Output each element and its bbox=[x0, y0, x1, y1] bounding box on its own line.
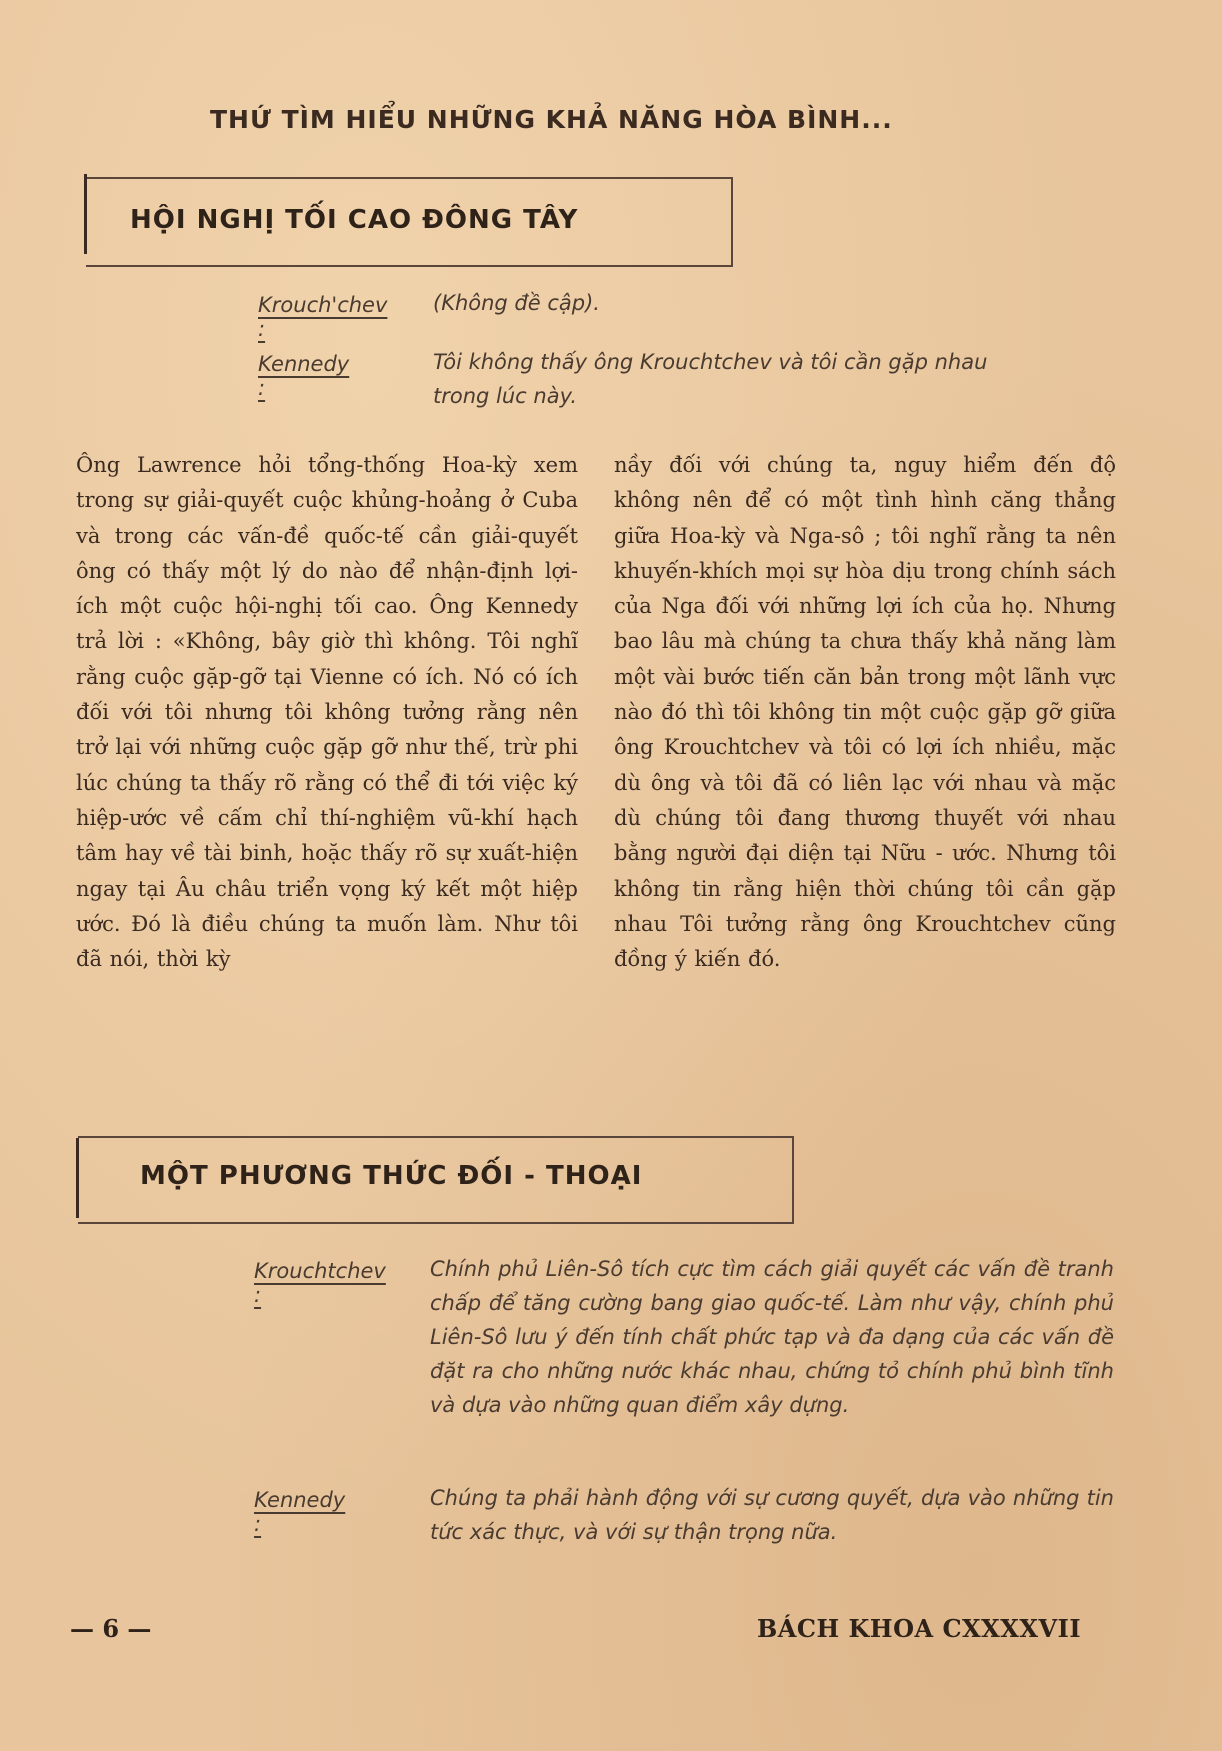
section1-left-bar bbox=[84, 174, 87, 254]
section2-speech-krouchtchev: Chính phủ Liên-Sô tích cực tìm cách giải quyết các vấn đề tranh chấp để tăng cường bang giao quốc-tế. Làm như vậy, chính phủ Liên-Sô lưu ý đến tính chất phức tạp và đa dạng của các vấn đề đặt ra cho những nước khác nhau, chứng tỏ chính phủ bình tĩnh và dựa vào những quan điểm xây dựng. bbox=[430, 1257, 1114, 1417]
page-number: — 6 — bbox=[70, 1614, 152, 1643]
section1-title: HỘI NGHỊ TỐI CAO ĐÔNG TÂY bbox=[130, 205, 579, 235]
section1-speaker-kennedy: Kennedy : bbox=[258, 352, 350, 400]
section1-speech-kennedy-line2: trong lúc này. bbox=[433, 384, 578, 408]
section2-speaker-krouchtchev: Krouchtchev : bbox=[254, 1259, 386, 1307]
section1-speaker-krouchtchev: Krouch'chev : bbox=[258, 293, 388, 341]
publication-name: BÁCH KHOA CXXXXVII bbox=[757, 1614, 1082, 1643]
section2-title: MỘT PHƯƠNG THỨC ĐỐI - THOẠI bbox=[140, 1161, 643, 1191]
section1-speech-krouchtchev: (Không đề cập). bbox=[433, 291, 600, 315]
body-left-column: Ông Lawrence hỏi tổng-thống Hoa-kỳ xem trong sự giải-quyết cuộc khủng-hoảng ở Cuba và trong các vấn-đề quốc-tế cần giải-quyết ông có thấy một lý do nào để nhận-định lợi-ích một cuộc hội-nghị tối cao. Ông Kennedy trả lời : «Không, bây giờ thì không. Tôi nghĩ rằng cuộc gặp-gỡ tại Vienne có ích. Nó có ích đối với tôi nhưng tôi không tưởng rằng nên trở lại với những cuộc gặp gỡ như thế, trừ phi lúc chúng ta thấy rõ rằng có thể đi tới việc ký hiệp-ước về cấm chỉ thí-nghiệm vũ-khí hạch tâm hay về tài binh, hoặc thấy rõ sự xuất-hiện ngay tại Âu châu triển vọng ký kết một hiệp ước. Đó là điều chúng ta muốn làm. Như tôi đã nói, thời kỳ bbox=[76, 453, 578, 972]
body-right-column: nầy đối với chúng ta, nguy hiểm đến độ không nên để có một tình hình căng thẳng giữa Hoa-kỳ và Nga-sô ; tôi nghĩ rằng ta nên khuyến-khích mọi sự hòa dịu trong chính sách của Nga đối với những lợi ích của họ. Nhưng bao lâu mà chúng ta chưa thấy khả năng làm một vài bước tiến căn bản trong một lãnh vực nào đó thì tôi không tin một cuộc gặp gỡ giữa ông Krouchtchev và tôi có lợi ích nhiều, mặc dù ông và tôi đã có liên lạc với nhau và mặc dù chúng tôi đang thương thuyết với nhau bằng người đại diện tại Nữu - ước. Nhưng tôi không tin rằng hiện thời chúng tôi cần gặp nhau Tôi tưởng rằng ông Krouchtchev cũng đồng ý kiến đó. bbox=[614, 453, 1116, 972]
section2-speaker-kennedy: Kennedy : bbox=[254, 1488, 346, 1536]
section1-speech-kennedy-line1: Tôi không thấy ông Krouchtchev và tôi cần gặp nhau bbox=[433, 350, 988, 374]
running-head: THỨ TÌM HIỂU NHỮNG KHẢ NĂNG HÒA BÌNH... bbox=[210, 105, 893, 134]
section2-speech-kennedy: Chúng ta phải hành động với sự cương quyết, dựa vào những tin tức xác thực, và với sự thận trọng nữa. bbox=[430, 1486, 1114, 1544]
section2-left-bar bbox=[76, 1138, 79, 1218]
